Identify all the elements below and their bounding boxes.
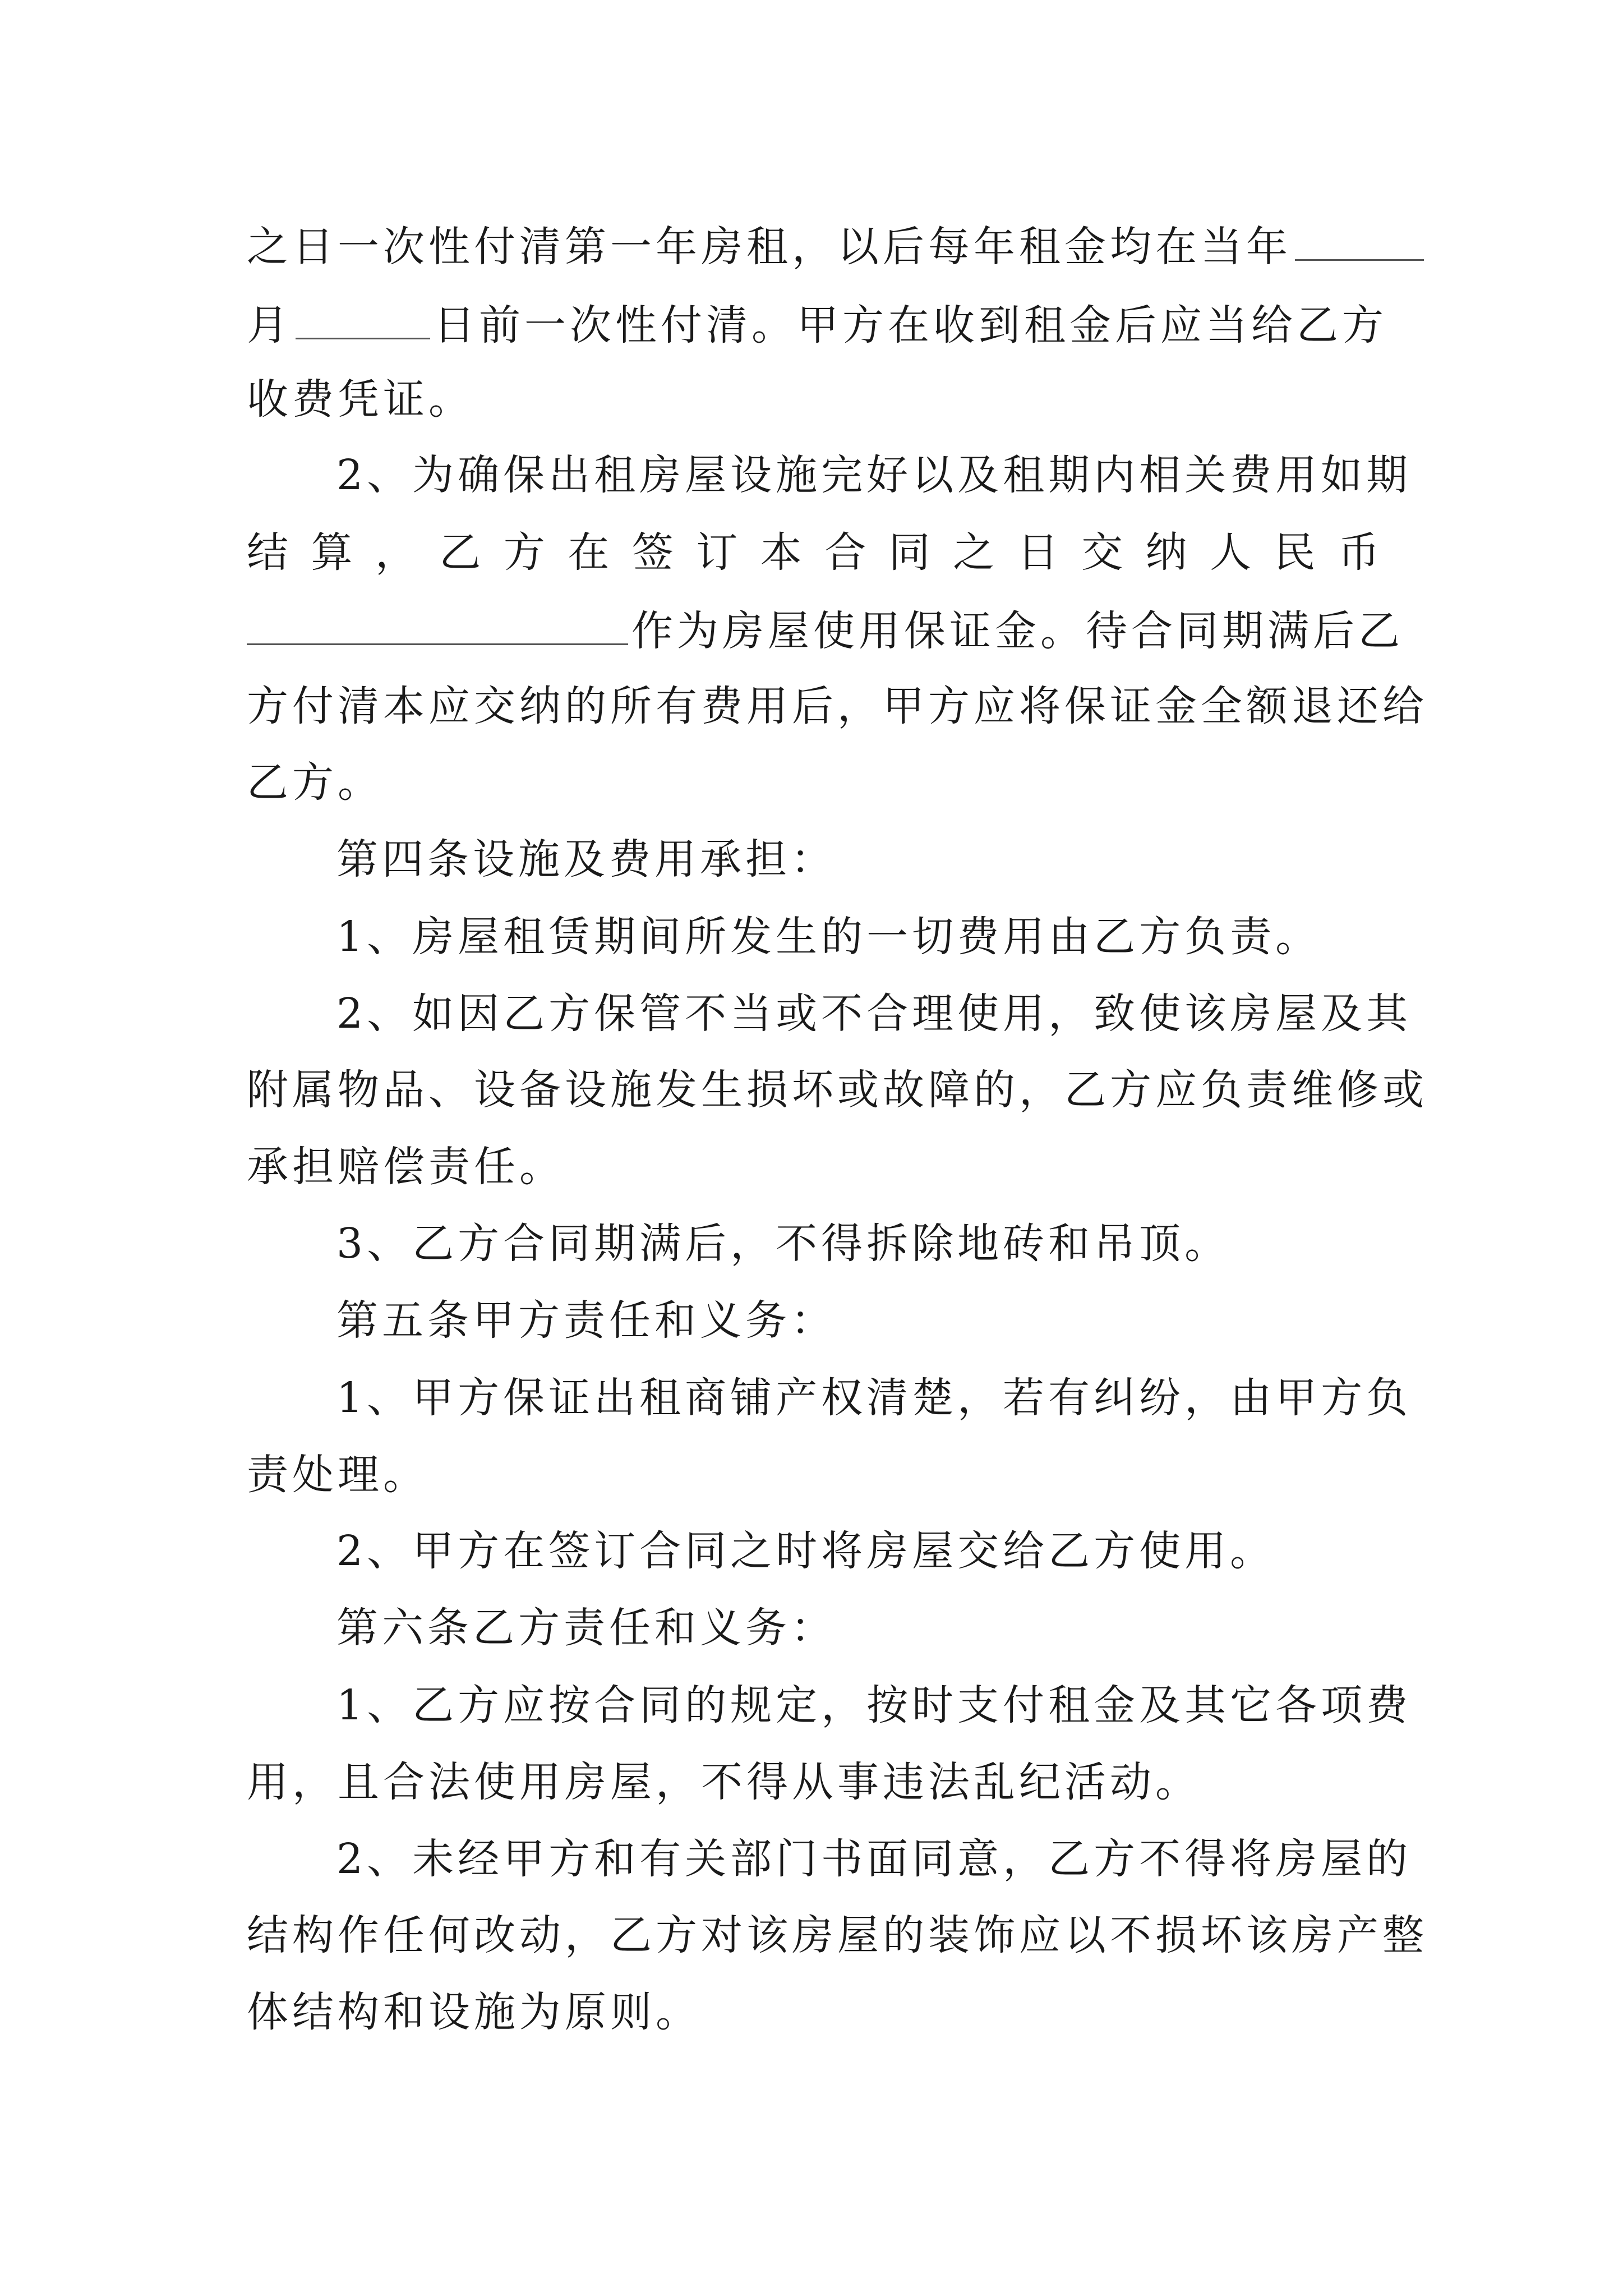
line-text: 体结构和设施为原则。 [247, 1988, 701, 2036]
line-text: 用，且合法使用房屋，不得从事违法乱纪活动。 [247, 1758, 1201, 1806]
line-text: 收费凭证。 [247, 375, 474, 424]
char: 算 [311, 528, 353, 577]
text-line [247, 1758, 1201, 1806]
line-text: 附属物品、设备设施发生损坏或故障的，乙方应负责维修或 [247, 1066, 1428, 1114]
line-text: 第六条乙方责任和义务： [336, 1604, 836, 1652]
text-line [336, 451, 1412, 499]
fill-blank-field[interactable] [247, 609, 628, 645]
char: ， [375, 528, 417, 577]
line-text: 2、为确保出租房屋设施完好以及租期内相关费用如期 [336, 451, 1412, 499]
text-line [336, 990, 1412, 1038]
line-text: 月 [247, 301, 292, 349]
section-heading [336, 1296, 836, 1345]
text-line [247, 375, 474, 424]
line-text: 作为房屋使用保证金。待合同期满后乙 [631, 607, 1404, 655]
line-text: 2、未经甲方和有关部门书面同意，乙方不得将房屋的 [336, 1835, 1412, 1883]
line-text: 之日一次性付清第一年房租，以后每年租金均在当年 [247, 223, 1292, 271]
text-line [336, 1374, 1412, 1422]
text-line [247, 1066, 1428, 1114]
text-line [247, 1988, 701, 2036]
char: 币 [1338, 528, 1380, 577]
line-text: 1、甲方保证出租商铺产权清楚，若有纠纷，由甲方负 [336, 1374, 1412, 1422]
line-text: 2、如因乙方保管不当或不合理使用，致使该房屋及其 [336, 990, 1412, 1038]
char: 人 [1210, 528, 1252, 577]
text-line [247, 1143, 565, 1191]
char: 订 [696, 528, 738, 577]
fill-blank-field[interactable] [1295, 224, 1424, 261]
text-line [247, 607, 1404, 655]
justified-text-line [247, 528, 1380, 577]
line-text: 3、乙方合同期满后，不得拆除地砖和吊顶。 [336, 1220, 1230, 1268]
char: 民 [1274, 528, 1316, 577]
line-text: 1、乙方应按合同的规定，按时支付租金及其它各项费 [336, 1681, 1412, 1729]
char: 之 [953, 528, 995, 577]
text-line [247, 1451, 428, 1499]
char: 乙 [439, 528, 481, 577]
text-line [336, 1220, 1230, 1268]
line-text: 第五条甲方责任和义务： [336, 1296, 836, 1345]
text-line [247, 758, 383, 807]
fill-blank-field[interactable] [296, 303, 430, 339]
line-text: 第四条设施及费用承担： [336, 835, 836, 884]
line-text: 承担赔偿责任。 [247, 1143, 565, 1191]
text-line [247, 1911, 1428, 1959]
char: 合 [824, 528, 866, 577]
char: 交 [1081, 528, 1123, 577]
line-text: 日前一次性付清。甲方在收到租金后应当给乙方 [434, 301, 1387, 349]
line-text: 方付清本应交纳的所有费用后，甲方应将保证金全额退还给 [247, 682, 1428, 730]
line-text: 责处理。 [247, 1451, 428, 1499]
line-text: 结构作任何改动，乙方对该房屋的装饰应以不损坏该房产整 [247, 1911, 1428, 1959]
char: 同 [888, 528, 930, 577]
char: 纳 [1145, 528, 1187, 577]
line-text: 乙方。 [247, 758, 383, 807]
text-line [336, 1527, 1276, 1575]
text-line [336, 1681, 1412, 1729]
char: 日 [1017, 528, 1059, 577]
text-line [247, 682, 1428, 730]
char: 方 [503, 528, 545, 577]
line-text: 2、甲方在签订合同之时将房屋交给乙方使用。 [336, 1527, 1276, 1575]
section-heading [336, 1604, 836, 1652]
text-line [247, 223, 1427, 271]
char: 签 [631, 528, 674, 577]
char: 本 [760, 528, 802, 577]
text-line [336, 913, 1321, 961]
text-line [247, 301, 1387, 349]
section-heading [336, 835, 836, 884]
char: 结 [247, 528, 288, 577]
text-line [336, 1835, 1412, 1883]
char: 在 [568, 528, 610, 577]
line-text: 1、房屋租赁期间所发生的一切费用由乙方负责。 [336, 913, 1321, 961]
